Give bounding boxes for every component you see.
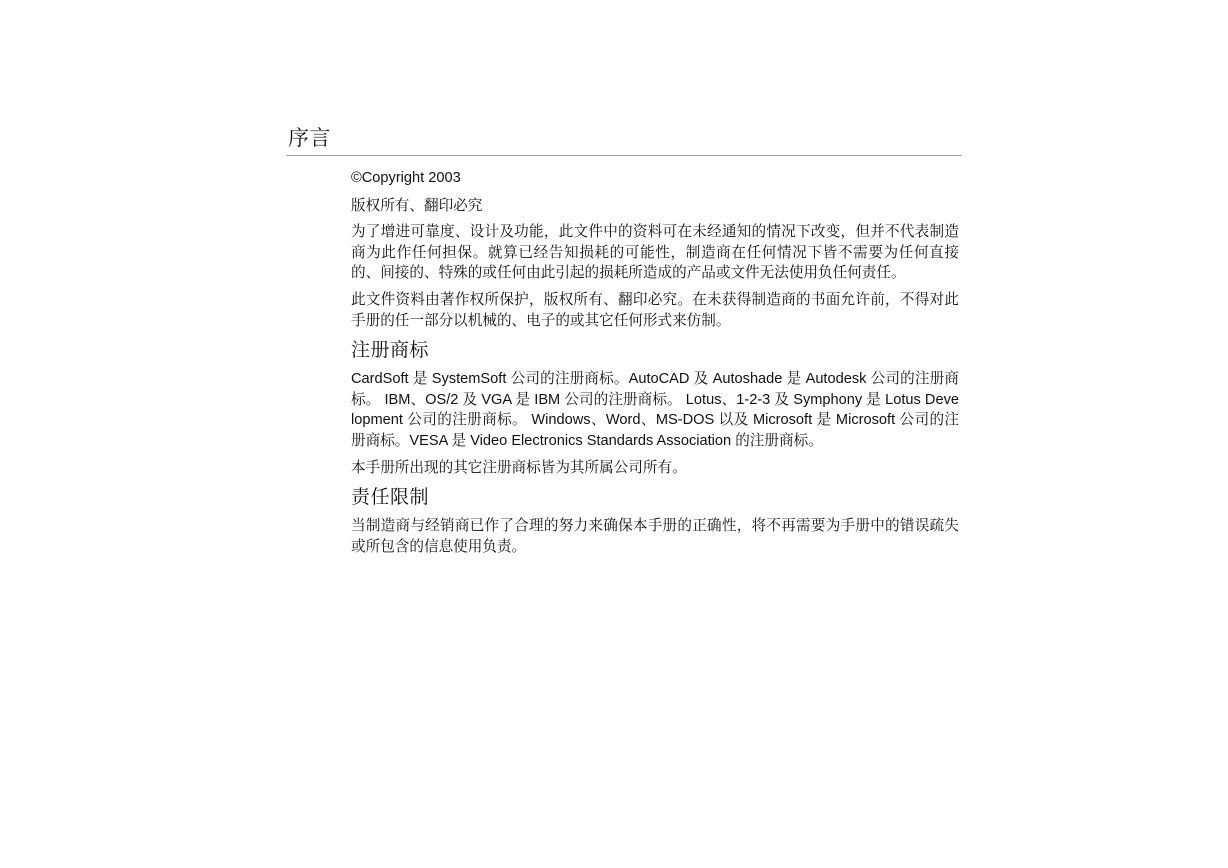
disclaimer-paragraph: 为了增进可靠度、设计及功能，此文件中的资料可在未经通知的情况下改变，但并不代表制造商为此作任何担保。就算已经告知损耗的可能性，制造商在任何情况下皆不需要为任何直接的、间接的、特殊的或任何由此引起的损耗所造成的产品或文件无法使用负任何责任。 <box>351 223 959 282</box>
copyright-protection-paragraph: 此文件资料由著作权所保护，版权所有、翻印必究。在未获得制造商的书面允许前，不得对此手册的任一部分以机械的、电子的或其它任何形式来仿制。 <box>351 290 959 329</box>
copyright-line: ©Copyright 2003 <box>351 170 461 186</box>
other-trademarks-paragraph: 本手册所出现的其它注册商标皆为其所属公司所有。 <box>351 458 687 476</box>
page-title: 序言 <box>288 126 331 150</box>
trademarks-paragraph: CardSoft 是 SystemSoft 公司的注册商标。AutoCAD 及 Autoshade 是 Autodesk 公司的注册商标。 IBM、OS/2 及 VGA 是 IBM 公司的注册商标。 Lotus、1-2-3 及 Symphony 是 Lotus Development 公司的注册商标。 Windows、Word、MS-DOS 以及 Microsoft 是 Microsoft 公司的注册商标。VESA 是 Video Electronics Standards Association 的注册商标。 <box>351 371 959 449</box>
liability-heading: 责任限制 <box>351 486 430 509</box>
title-divider <box>286 155 962 156</box>
preface-content <box>351 168 959 563</box>
liability-paragraph: 当制造商与经销商已作了合理的努力来确保本手册的正确性，将不再需要为手册中的错误疏失或所包含的信息使用负责。 <box>351 517 959 555</box>
trademarks-heading: 注册商标 <box>351 339 430 362</box>
rights-reserved-text: 版权所有、翻印必究 <box>351 196 483 214</box>
